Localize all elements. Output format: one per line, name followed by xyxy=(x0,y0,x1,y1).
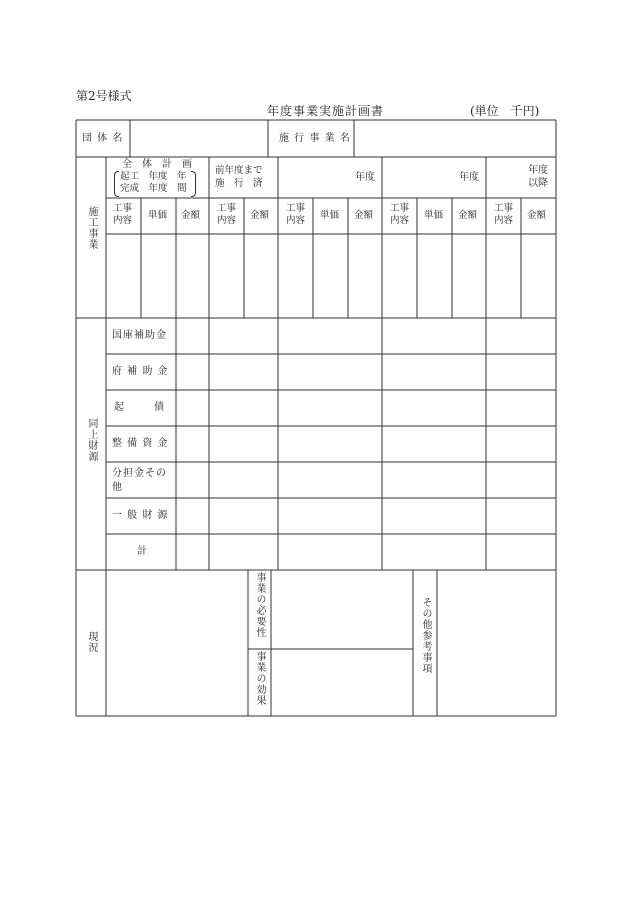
later-years-line1: 年度 xyxy=(528,165,548,176)
funding-row-bond: 起 債 xyxy=(114,402,164,413)
amount-head-4: 金額 xyxy=(458,210,478,221)
funding-row-contribution-other: 分担金その他 xyxy=(112,468,167,493)
work-content-head-4b: 内容 xyxy=(390,215,410,226)
overall-plan-label: 全 体 計 画 xyxy=(122,159,192,170)
effect-label: 事業の効果 xyxy=(254,651,265,706)
right-bracket xyxy=(191,171,196,197)
amount-head-3: 金額 xyxy=(354,210,374,221)
construction-entry-area[interactable] xyxy=(107,235,555,317)
unit-price-head-1: 単価 xyxy=(148,210,168,221)
necessity-label: 事業の必要性 xyxy=(254,572,265,638)
document-title: 年度事業実施計画書 xyxy=(267,104,385,118)
form-number: 第2号様式 xyxy=(76,89,132,103)
construction-section-label: 施工事業 xyxy=(86,206,97,250)
project-name-field[interactable] xyxy=(355,121,555,156)
unit-price-head-4: 単価 xyxy=(424,210,444,221)
later-years-line2: 以降 xyxy=(528,178,548,189)
start-year-label: 起工 年度 年 xyxy=(120,171,187,182)
work-content-head-3b: 内容 xyxy=(286,215,306,226)
funding-row-prefecture-subsidy: 府 補 助 金 xyxy=(112,366,169,377)
completion-year-label: 完成 年度 間 xyxy=(120,183,187,194)
work-content-head-4a: 工事 xyxy=(390,203,410,214)
amount-head-2: 金額 xyxy=(250,210,270,221)
amount-head-1: 金額 xyxy=(181,210,201,221)
prev-years-line1: 前年度まで xyxy=(215,165,263,176)
funding-row-total: 計 xyxy=(137,546,147,557)
status-entry-area[interactable] xyxy=(107,571,247,715)
unit-label: (単位 千円) xyxy=(470,104,540,118)
work-content-head-1b: 内容 xyxy=(113,215,133,226)
funding-row-national-subsidy: 国庫補助金 xyxy=(112,330,167,341)
funding-row-maintenance-fund: 整 備 資 金 xyxy=(112,438,169,449)
unit-price-head-3: 単価 xyxy=(320,210,340,221)
work-content-head-2b: 内容 xyxy=(217,215,237,226)
year-column-2-label: 年度 xyxy=(459,172,479,183)
necessity-entry-area[interactable] xyxy=(272,571,412,648)
group-name-label: 団 体 名 xyxy=(82,133,124,144)
year-column-1-label: 年度 xyxy=(355,172,375,183)
work-content-head-2a: 工事 xyxy=(217,203,237,214)
work-content-head-3a: 工事 xyxy=(286,203,306,214)
work-content-head-1a: 工事 xyxy=(113,203,133,214)
left-bracket xyxy=(114,171,119,197)
effect-entry-area[interactable] xyxy=(272,650,412,715)
amount-head-5: 金額 xyxy=(527,210,547,221)
prev-years-line2: 施 行 済 xyxy=(215,178,263,189)
work-content-head-5a: 工事 xyxy=(494,203,514,214)
funding-section-label: 同上財源 xyxy=(86,418,97,462)
project-name-label: 施 行 事 業 名 xyxy=(279,133,351,144)
work-content-head-5b: 内容 xyxy=(494,215,514,226)
other-reference-label: その他参考事項 xyxy=(420,597,431,674)
funding-row-general-revenue: 一 般 財 源 xyxy=(112,510,169,521)
other-reference-entry-area[interactable] xyxy=(438,571,555,715)
group-name-field[interactable] xyxy=(131,121,267,156)
status-section-label: 現況 xyxy=(86,631,97,653)
